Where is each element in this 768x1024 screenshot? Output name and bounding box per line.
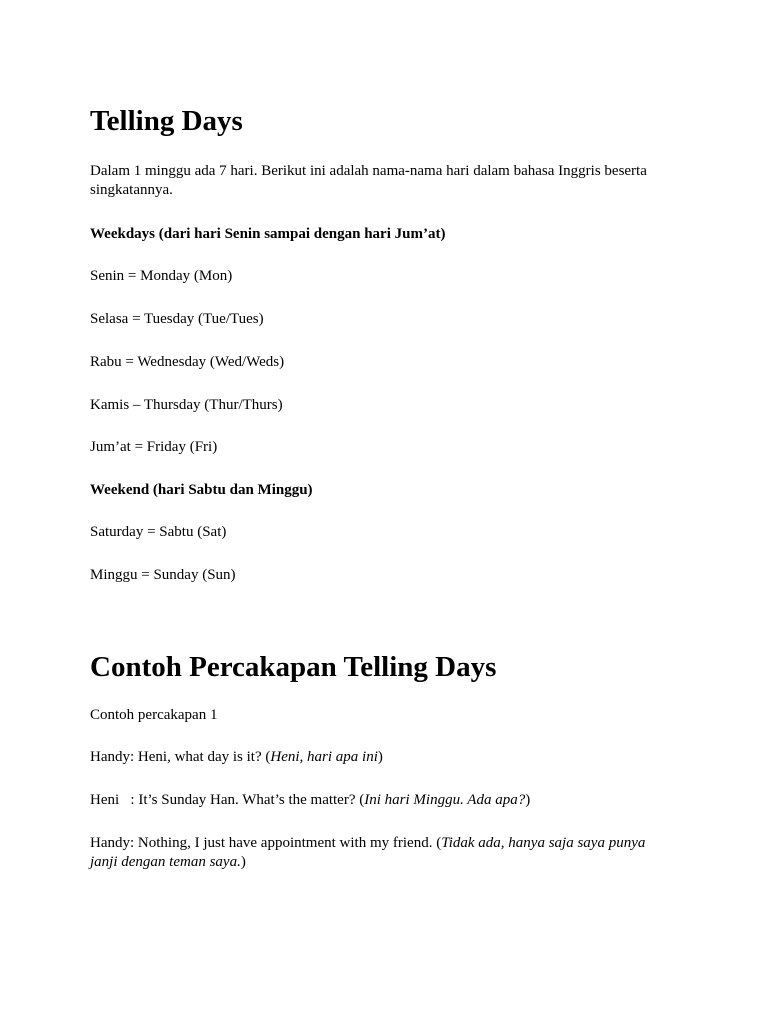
weekday-item-monday: Senin = Monday (Mon) — [90, 268, 233, 284]
dialogue-line-3-close: ) — [240, 854, 246, 870]
dialogue-line-2 — [90, 791, 660, 810]
dialogue-line-3-text: Handy: Nothing, I just have appointment with my friend. ( — [90, 835, 442, 851]
weekday-item-thursday: Kamis – Thursday (Thur/Thurs) — [90, 397, 283, 413]
dialogue-line-1 — [90, 748, 660, 767]
dialogue-line-2-close: ) — [525, 792, 531, 808]
dialogue-line-1-close: ) — [377, 749, 383, 765]
weekdays-heading: Weekdays (dari hari Senin sampai dengan hari Jum’at) — [90, 226, 446, 242]
dialogue-line-1-translation: Heni, hari apa ini — [270, 749, 378, 765]
intro-paragraph: Dalam 1 minggu ada 7 hari. Berikut ini adalah nama-nama hari dalam bahasa Inggris beserta singkatannya. — [90, 163, 647, 198]
section-title-telling-days: Telling Days — [90, 105, 243, 137]
weekday-item-friday: Jum’at = Friday (Fri) — [90, 439, 218, 455]
dialogue-line-1-text: Handy: Heni, what day is it? ( — [90, 749, 271, 765]
dialogue-line-3-translation: Tidak ada, hanya saja saya punya janji dengan teman saya. — [90, 835, 646, 870]
dialogue-line-3 — [90, 834, 660, 872]
section-title-contoh-percakapan: Contoh Percakapan Telling Days — [90, 651, 497, 683]
dialogue-line-2-text: Heni : It’s Sunday Han. What’s the matter? ( — [90, 792, 365, 808]
weekend-item-sunday: Minggu = Sunday (Sun) — [90, 567, 236, 583]
weekend-heading: Weekend (hari Sabtu dan Minggu) — [90, 482, 313, 498]
weekday-item-tuesday: Selasa = Tuesday (Tue/Tues) — [90, 311, 264, 327]
weekday-item-wednesday: Rabu = Wednesday (Wed/Weds) — [90, 354, 285, 370]
dialogue-line-2-translation: Ini hari Minggu. Ada apa? — [364, 792, 526, 808]
weekend-item-saturday: Saturday = Sabtu (Sat) — [90, 524, 227, 540]
dialogue-subtitle: Contoh percakapan 1 — [90, 707, 218, 723]
